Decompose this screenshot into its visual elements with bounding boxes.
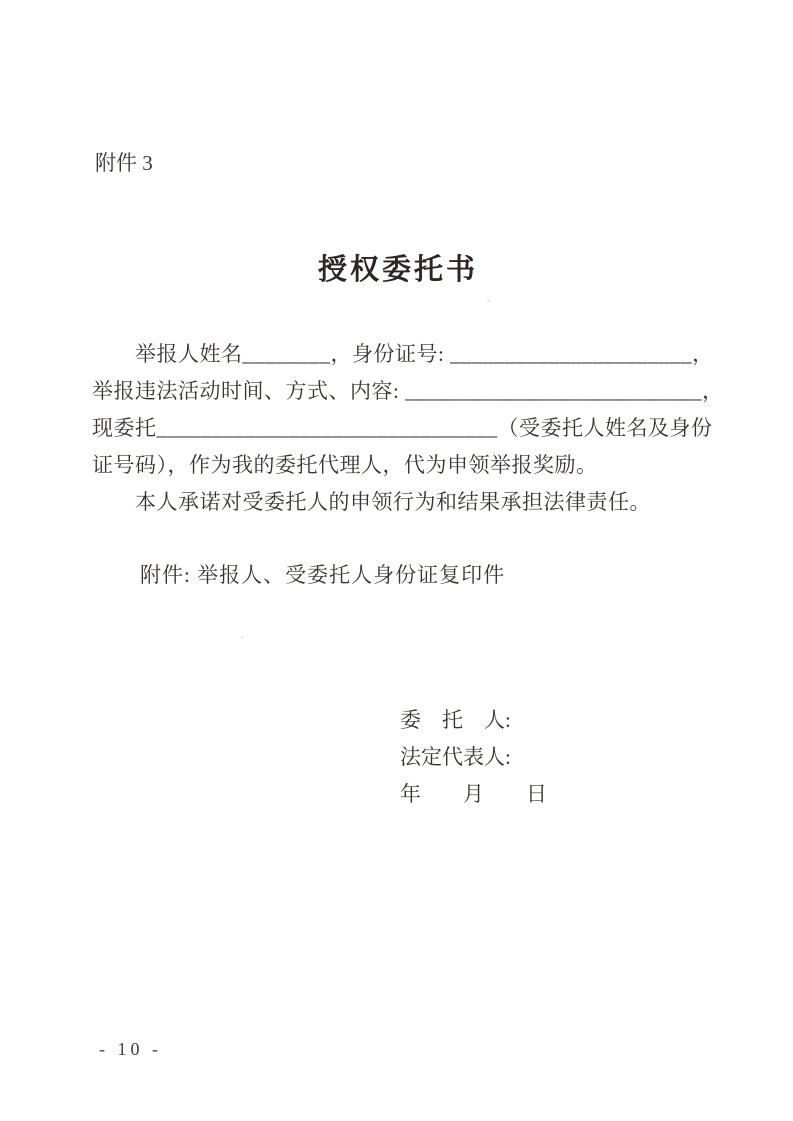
body-line: 举报违法活动时间、方式、内容: ___________________________， <box>92 379 724 403</box>
attachment-note: 附件: 举报人、受委托人身份证复印件 <box>140 563 506 587</box>
legal-representative-label: 法定代表人: <box>400 745 511 769</box>
principal-label: 委 托 人: <box>400 708 511 732</box>
document-body <box>92 336 732 521</box>
page-number: - 10 - <box>99 1039 162 1059</box>
document-title: 授权委托书 <box>317 254 478 286</box>
body-line: 现委托_______________________________（受委托人姓名及身份 <box>92 416 713 440</box>
body-line: 本人承诺对受委托人的申领行为和结果承担法律责任。 <box>135 490 651 514</box>
body-line: 举报人姓名________，身份证号: ______________________， <box>135 342 714 366</box>
scan-speck <box>487 300 490 302</box>
scan-speck <box>241 636 243 639</box>
attachment-label: 附件 3 <box>95 151 153 175</box>
date-label: 年 月 日 <box>400 782 547 806</box>
signature-block <box>400 702 547 813</box>
body-line: 证号码），作为我的委托代理人，代为申领举报奖励。 <box>92 453 598 477</box>
